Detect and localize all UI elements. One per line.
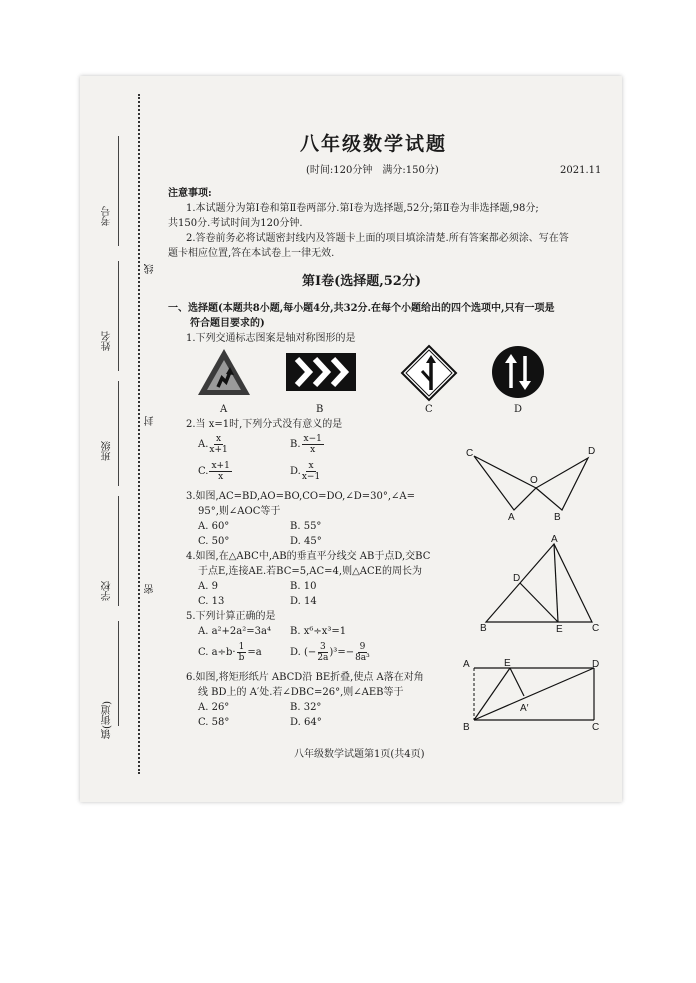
school-label: 学校: [102, 581, 113, 601]
figure-q4: [480, 538, 600, 628]
q5-c-numerator: 1: [238, 642, 245, 652]
name-label: 姓名: [102, 331, 113, 351]
exam-paper: [80, 76, 622, 802]
seal-label-mi: 密: [145, 584, 156, 594]
class-underline: [118, 381, 119, 486]
school-underline: [118, 496, 119, 606]
name-underline: [118, 261, 119, 371]
fig3-label-o: O: [530, 475, 538, 486]
q5-d-numerator1: 3: [319, 642, 326, 652]
q2-c-prefix: C.: [198, 466, 209, 477]
q4-stem-line2: 于点E,连接AE.若BC=5,AC=4,则△ACE的周长为: [198, 566, 422, 577]
q6-stem-line2: 线 BD上的 A′处.若∠DBC=26°,则∠AEB等于: [198, 687, 404, 698]
fig4-label-d: D: [513, 573, 521, 584]
q1-stem: 1.下列交通标志图案是轴对称图形的是: [186, 333, 356, 344]
q2-d-fraction: [302, 461, 320, 482]
q2-d-numerator: x: [308, 461, 314, 471]
exam-no-underline: [118, 136, 119, 246]
seal-dotted-line: [138, 94, 140, 774]
q2-c-fraction: [209, 461, 231, 482]
q5-d-numerator2: 9: [359, 642, 366, 652]
notice-p1-line2: 共150分.考试时间为120分钟.: [168, 218, 303, 229]
fig4-label-b: B: [480, 623, 487, 634]
q2-option-a: [198, 434, 229, 455]
q6-option-c: C. 58°: [198, 717, 230, 728]
q2-option-d: [290, 461, 321, 482]
part1-line2: 符合题目要求的): [190, 318, 265, 329]
q2-c-denominator: x: [218, 472, 224, 482]
q2-c-numerator: x+1: [211, 461, 230, 471]
q2-stem: 2.当 x=1时,下列分式没有意义的是: [186, 419, 343, 430]
exam-date: 2021.11: [560, 165, 602, 176]
q6-option-a: A. 26°: [198, 702, 230, 713]
fig3-label-d: D: [588, 446, 596, 457]
fig4-label-e: E: [556, 624, 563, 635]
q4-option-b: B. 10: [290, 581, 317, 592]
q5-c-prefix: C. a÷b·: [198, 647, 236, 658]
q5-d-fraction1: [317, 642, 328, 663]
q2-d-denominator: x−1: [301, 472, 321, 482]
q5-d-denominator2: 8a³: [355, 653, 370, 663]
class-label: 班级: [102, 441, 113, 461]
q6-option-b: B. 32°: [290, 702, 322, 713]
q1-label-b: B: [316, 404, 324, 415]
section-title: 第Ⅰ卷(选择题,52分): [302, 274, 421, 289]
fig6-label-aprime: A′: [520, 703, 529, 714]
q4-option-c: C. 13: [198, 596, 225, 607]
q5-d-denominator1: 2a: [317, 653, 329, 663]
q5-d-prefix: D. (−: [290, 647, 317, 658]
q5-option-c: [198, 642, 262, 663]
q2-a-numerator: x: [216, 434, 222, 444]
q4-option-a: A. 9: [198, 581, 218, 592]
page-footer: 八年级数学试题第1页(共4页): [294, 749, 425, 760]
q5-option-d: [290, 642, 371, 663]
notice-p1-line1: 1.本试题分为第Ⅰ卷和第Ⅱ卷两部分.第Ⅰ卷为选择题,52分;第Ⅱ卷为非选择题,98分;: [186, 203, 539, 214]
traffic-sign-b: [285, 352, 357, 392]
q5-option-a: A. a²+2a²=3a⁴: [198, 626, 271, 637]
q5-d-fraction2: [355, 642, 370, 663]
fig6-label-c: C: [592, 722, 600, 733]
notice-p2-line1: 2.答卷前务必将试题密封线内及答题卡上面的项目填涂清楚.所有答案都必须涂、写在答: [186, 233, 569, 244]
q1-label-d: D: [514, 404, 523, 415]
q5-c-denominator: b: [238, 653, 245, 663]
fig3-label-c: C: [466, 448, 474, 459]
q2-d-prefix: D.: [290, 466, 301, 477]
q2-a-denominator: x+1: [209, 445, 228, 455]
q3-stem-line2: 95°,则∠AOC等于: [198, 506, 281, 517]
figure-q6: [470, 664, 600, 724]
fig6-label-a: A: [463, 659, 470, 670]
q3-option-b: B. 55°: [290, 521, 322, 532]
fig3-label-a: A: [508, 512, 515, 523]
fig4-label-a: A: [551, 534, 558, 545]
page-title: 八年级数学试题: [300, 133, 448, 155]
fig4-label-c: C: [592, 623, 600, 634]
q3-option-a: A. 60°: [198, 521, 230, 532]
traffic-sign-a: [196, 346, 252, 398]
q1-label-c: C: [425, 404, 433, 415]
seal-label-feng: 封: [145, 416, 156, 426]
q6-stem-line1: 6.如图,将矩形纸片 ABCD沿 BE折叠,使点 A落在对角: [186, 672, 424, 683]
q5-c-fraction: [237, 642, 247, 663]
q2-b-numerator: x−1: [303, 434, 322, 444]
traffic-sign-d: [490, 344, 546, 400]
part1-line1: 一、选择题(本题共8小题,每小题4分,共32分.在每个小题给出的四个选项中,只有一项是: [168, 303, 555, 314]
q4-stem-line1: 4.如图,在△ABC中,AB的垂直平分线交 AB于点D,交BC: [186, 551, 431, 562]
q2-b-prefix: B.: [290, 439, 301, 450]
q2-option-c: [198, 461, 233, 482]
q2-option-b: [290, 434, 325, 455]
q2-a-prefix: A.: [198, 439, 209, 450]
q3-option-d: D. 45°: [290, 536, 322, 547]
q4-option-d: D. 14: [290, 596, 317, 607]
q3-option-c: C. 50°: [198, 536, 230, 547]
q6-option-d: D. 64°: [290, 717, 322, 728]
fig3-label-b: B: [554, 512, 561, 523]
town-label: 镇(街道): [102, 701, 113, 739]
q3-stem-line1: 3.如图,AC=BD,AO=BO,CO=DO,∠D=30°,∠A=: [186, 491, 415, 502]
figure-q3: [466, 448, 602, 526]
q5-c-suffix: =a: [247, 647, 262, 658]
town-underline: [118, 621, 119, 726]
exam-no-label: 考号: [102, 206, 113, 226]
notice-p2-line2: 题卡相应位置,答在本试卷上一律无效.: [168, 248, 335, 259]
fig6-label-b: B: [463, 722, 470, 733]
q2-b-denominator: x: [310, 445, 316, 455]
q5-stem: 5.下列计算正确的是: [186, 611, 276, 622]
traffic-sign-c: [400, 344, 458, 402]
q2-b-fraction: [302, 434, 324, 455]
fig6-label-e: E: [504, 658, 511, 669]
q2-a-fraction: [209, 434, 227, 455]
seal-label-xian: 线: [145, 264, 156, 274]
q1-label-a: A: [220, 404, 228, 415]
fig6-label-d: D: [592, 659, 600, 670]
notice-heading: 注意事项:: [168, 188, 212, 199]
q5-d-middle: )³=−: [329, 647, 355, 658]
q5-option-b: B. x⁶÷x³=1: [290, 626, 347, 637]
subtitle: (时间:120分钟 满分:150分): [306, 165, 439, 176]
